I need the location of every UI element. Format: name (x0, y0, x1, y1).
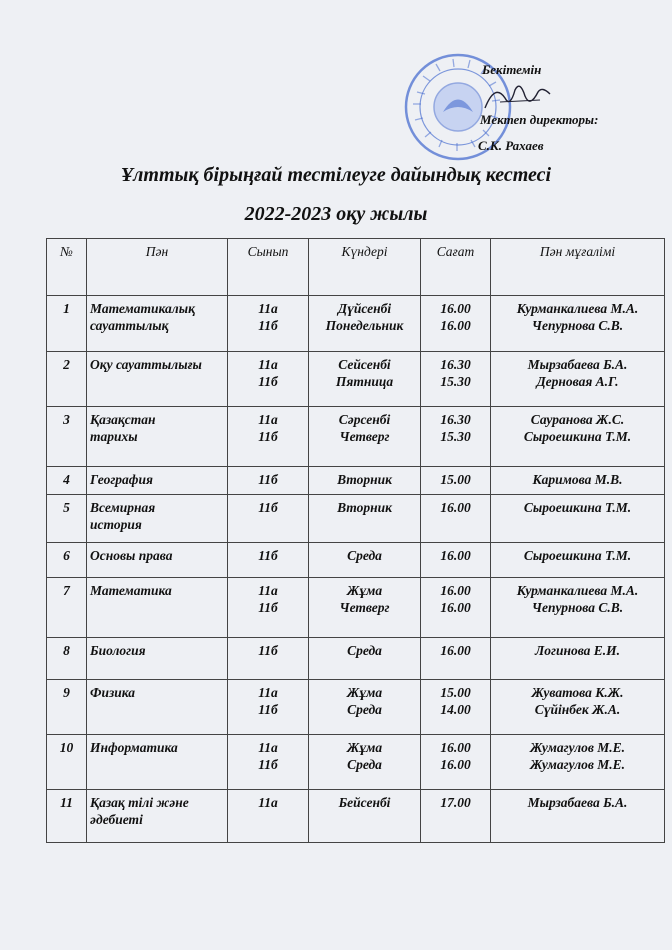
row-number: 2 (47, 352, 87, 407)
row-teacher-line: Жумагулов М.Е. (529, 757, 626, 772)
row-subject-line: Физика (90, 685, 136, 700)
row-days-line: Бейсенбі (338, 795, 391, 810)
row-days-line: Понедельник (325, 318, 404, 333)
row-days (309, 790, 421, 843)
row-class (228, 352, 309, 407)
row-subject-line: Всемирная (90, 500, 156, 515)
row-teacher-line: Логинова Е.И. (534, 643, 621, 658)
row-teacher-line: Жуватова К.Ж. (531, 685, 624, 700)
row-class (228, 790, 309, 843)
row-teacher-line: Каримова М.В. (532, 472, 623, 487)
row-class-line: 11а (258, 740, 278, 755)
academic-year: 2022-2023 оқу жылы (244, 203, 428, 225)
header-number: № (47, 239, 87, 296)
row-hours (421, 578, 491, 638)
header-hours: Сағат (421, 239, 491, 296)
table-row (47, 495, 665, 543)
row-subject-line: География (90, 472, 153, 487)
row-class-line: 11б (258, 374, 278, 389)
row-number: 7 (47, 578, 87, 638)
row-days-line: Среда (347, 643, 382, 658)
row-days-line: Жұма (346, 583, 383, 598)
row-subject-line: сауаттылық (90, 318, 169, 333)
header-subject: Пән (87, 239, 228, 296)
row-subject-line: Математика (90, 583, 172, 598)
row-teacher-line: Сыроешкина Т.М. (523, 548, 632, 563)
row-hours-line: 16.00 (440, 600, 471, 615)
row-subject (87, 578, 228, 638)
row-hours-line: 16.30 (440, 357, 471, 372)
row-hours-line: 16.00 (440, 757, 471, 772)
row-teacher (491, 680, 665, 735)
row-teacher-line: Курманкалиева М.А. (516, 583, 639, 598)
table-row (47, 467, 665, 495)
row-hours (421, 296, 491, 352)
approval-label: Бекітемін (482, 62, 542, 77)
row-number: 4 (47, 467, 87, 495)
table-row (47, 296, 665, 352)
row-number: 6 (47, 543, 87, 578)
row-days (309, 467, 421, 495)
row-subject (87, 543, 228, 578)
row-days-line: Среда (347, 702, 382, 717)
row-subject-line: Қазақ тілі және (90, 795, 189, 810)
row-subject (87, 296, 228, 352)
row-teacher (491, 578, 665, 638)
table-row (47, 578, 665, 638)
row-number: 5 (47, 495, 87, 543)
row-days-line: Жұма (346, 740, 383, 755)
row-days-line: Вторник (337, 472, 392, 487)
row-subject (87, 352, 228, 407)
table-row (47, 680, 665, 735)
row-subject (87, 495, 228, 543)
row-hours (421, 407, 491, 467)
row-class (228, 543, 309, 578)
row-days-line: Четверг (339, 429, 390, 444)
row-teacher-line: Сүйінбек Ж.А. (534, 702, 621, 717)
row-subject-line: Оқу сауаттылығы (90, 357, 202, 372)
row-subject-line: Математикалық (90, 301, 195, 316)
row-days (309, 495, 421, 543)
row-days (309, 407, 421, 467)
row-class (228, 296, 309, 352)
row-number: 10 (47, 735, 87, 790)
row-subject (87, 407, 228, 467)
row-hours-line: 16.00 (440, 643, 471, 658)
row-class-line: 11б (258, 702, 278, 717)
row-teacher (491, 735, 665, 790)
row-subject-line: история (90, 517, 142, 532)
row-subject-line: Биология (90, 643, 146, 658)
row-days (309, 578, 421, 638)
row-number: 1 (47, 296, 87, 352)
row-hours-line: 16.30 (440, 412, 471, 427)
table-row (47, 352, 665, 407)
row-class-line: 11б (258, 472, 278, 487)
row-subject-line: Информатика (90, 740, 178, 755)
table-row (47, 790, 665, 843)
row-days (309, 638, 421, 680)
row-hours (421, 352, 491, 407)
row-teacher (491, 407, 665, 467)
director-name: С.К. Рахаев (478, 138, 544, 153)
row-number: 3 (47, 407, 87, 467)
header-class: Сынып (228, 239, 309, 296)
row-days-line: Сәрсенбі (338, 412, 391, 427)
row-hours-line: 16.00 (440, 301, 471, 316)
schedule-table (46, 238, 665, 843)
table-row (47, 735, 665, 790)
row-hours-line: 15.00 (440, 472, 471, 487)
row-class-line: 11б (258, 548, 278, 563)
row-subject (87, 790, 228, 843)
row-class (228, 578, 309, 638)
row-teacher (491, 296, 665, 352)
row-days-line: Среда (347, 548, 382, 563)
row-days (309, 680, 421, 735)
row-teacher-line: Чепурнова С.В. (531, 318, 624, 333)
row-teacher (491, 352, 665, 407)
table-row (47, 407, 665, 467)
row-class (228, 638, 309, 680)
row-subject (87, 680, 228, 735)
row-teacher-line: Сыроешкина Т.М. (523, 500, 632, 515)
row-hours (421, 495, 491, 543)
row-hours-line: 16.00 (440, 500, 471, 515)
row-hours (421, 638, 491, 680)
row-teacher-line: Чепурнова С.В. (531, 600, 624, 615)
row-teacher-line: Мырзабаева Б.А. (527, 795, 628, 810)
row-teacher (491, 638, 665, 680)
row-class-line: 11а (258, 357, 278, 372)
row-subject-line: тарихы (90, 429, 138, 444)
row-subject (87, 735, 228, 790)
row-days-line: Вторник (337, 500, 392, 515)
row-teacher-line: Сауранова Ж.С. (530, 412, 625, 427)
row-days (309, 735, 421, 790)
row-class (228, 680, 309, 735)
row-teacher-line: Сыроешкина Т.М. (523, 429, 632, 444)
row-hours-line: 15.30 (440, 429, 471, 444)
row-hours (421, 680, 491, 735)
row-subject (87, 638, 228, 680)
row-hours-line: 16.00 (440, 740, 471, 755)
row-class-line: 11б (258, 500, 278, 515)
row-hours-line: 16.00 (440, 583, 471, 598)
table-row (47, 543, 665, 578)
row-subject-line: Қазақстан (90, 412, 156, 427)
row-teacher (491, 790, 665, 843)
row-class (228, 467, 309, 495)
row-class-line: 11а (258, 685, 278, 700)
row-hours-line: 17.00 (440, 795, 471, 810)
row-days-line: Пятница (335, 374, 394, 389)
director-position: Мектеп директоры: (480, 112, 599, 127)
row-teacher-line: Жумагулов М.Е. (529, 740, 626, 755)
row-teacher-line: Дерновая А.Г. (536, 374, 619, 389)
row-hours-line: 15.30 (440, 374, 471, 389)
row-class-line: 11б (258, 600, 278, 615)
row-days-line: Жұма (346, 685, 383, 700)
row-class-line: 11а (258, 412, 278, 427)
row-days (309, 352, 421, 407)
row-class (228, 407, 309, 467)
row-hours (421, 790, 491, 843)
row-days-line: Дүйсенбі (337, 301, 392, 316)
row-hours-line: 14.00 (440, 702, 471, 717)
row-class-line: 11а (258, 301, 278, 316)
row-teacher (491, 495, 665, 543)
header-teacher: Пән мұғалімі (491, 239, 665, 296)
row-subject-line: Основы права (90, 548, 173, 563)
row-class-line: 11а (258, 583, 278, 598)
row-class-line: 11б (258, 757, 278, 772)
row-teacher (491, 467, 665, 495)
row-hours-line: 16.00 (440, 318, 471, 333)
row-class (228, 735, 309, 790)
row-hours (421, 543, 491, 578)
row-days-line: Четверг (339, 600, 390, 615)
row-number: 9 (47, 680, 87, 735)
row-class-line: 11а (258, 795, 278, 810)
row-hours-line: 15.00 (440, 685, 471, 700)
row-subject (87, 467, 228, 495)
row-class (228, 495, 309, 543)
row-class-line: 11б (258, 429, 278, 444)
row-number: 8 (47, 638, 87, 680)
row-days (309, 543, 421, 578)
table-header-row (47, 239, 665, 296)
row-class-line: 11б (258, 643, 278, 658)
table-row (47, 638, 665, 680)
row-days (309, 296, 421, 352)
row-hours (421, 467, 491, 495)
document-title: Ұлттық бірыңғай тестілеуге дайындық кестесі (120, 164, 552, 186)
header-days: Күндері (309, 239, 421, 296)
row-number: 11 (47, 790, 87, 843)
row-hours (421, 735, 491, 790)
row-subject-line: әдебиеті (90, 812, 143, 827)
row-hours-line: 16.00 (440, 548, 471, 563)
row-days-line: Сейсенбі (338, 357, 391, 372)
row-class-line: 11б (258, 318, 278, 333)
row-teacher-line: Курманкалиева М.А. (516, 301, 639, 316)
row-days-line: Среда (347, 757, 382, 772)
row-teacher (491, 543, 665, 578)
row-teacher-line: Мырзабаева Б.А. (527, 357, 628, 372)
